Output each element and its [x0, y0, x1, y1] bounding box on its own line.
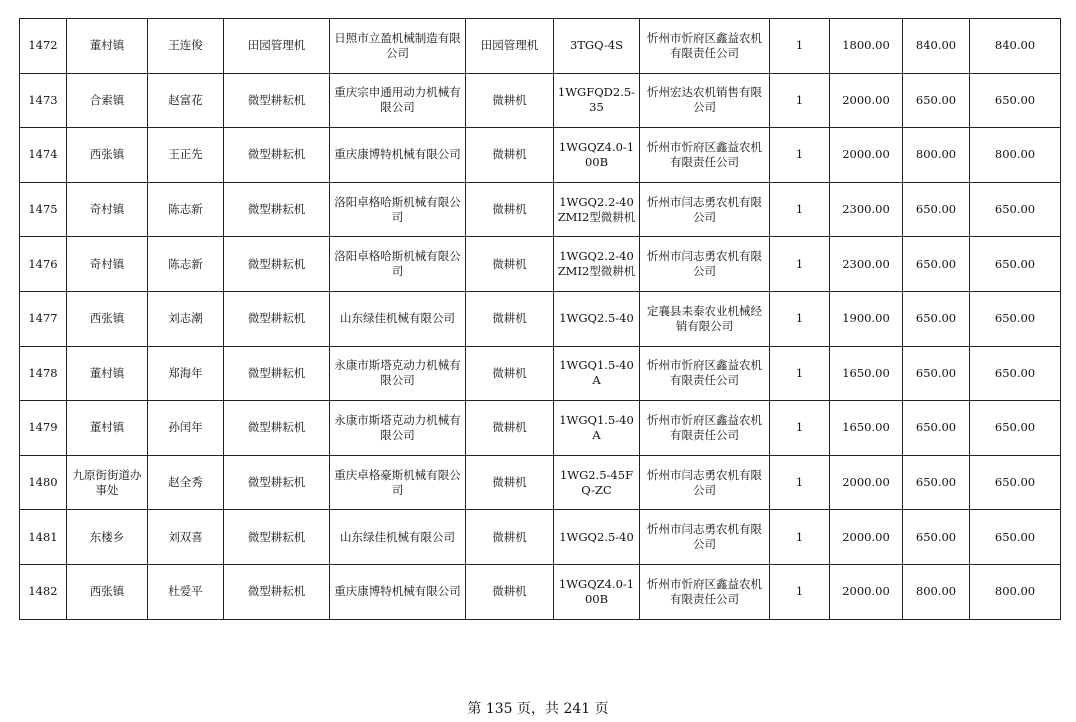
quantity-cell: 1	[770, 182, 830, 237]
town-cell: 奇村镇	[67, 182, 148, 237]
name-cell: 杜爱平	[148, 564, 224, 619]
total-cell: 800.00	[970, 128, 1061, 183]
total-cell: 650.00	[970, 510, 1061, 565]
category-cell: 微型耕耘机	[224, 237, 330, 292]
dealer-cell: 忻州市闫志勇农机有限公司	[640, 510, 770, 565]
name-cell: 郑海年	[148, 346, 224, 401]
subsidy-cell: 650.00	[903, 291, 970, 346]
item-cell: 微耕机	[466, 401, 554, 456]
subsidy-cell: 650.00	[903, 237, 970, 292]
price-cell: 2000.00	[830, 455, 903, 510]
item-cell: 微耕机	[466, 510, 554, 565]
dealer-cell: 忻州市闫志勇农机有限公司	[640, 237, 770, 292]
price-cell: 2300.00	[830, 237, 903, 292]
quantity-cell: 1	[770, 291, 830, 346]
table-row	[20, 510, 1061, 565]
town-cell: 董村镇	[67, 346, 148, 401]
maker-cell: 洛阳卓格哈斯机械有限公司	[330, 237, 466, 292]
table-body	[20, 19, 1061, 620]
table-row	[20, 291, 1061, 346]
maker-cell: 重庆康博特机械有限公司	[330, 564, 466, 619]
price-cell: 1650.00	[830, 346, 903, 401]
model-cell: 1WGFQD2.5-35	[554, 73, 640, 128]
price-cell: 1800.00	[830, 19, 903, 74]
row-number: 1482	[20, 564, 67, 619]
row-number: 1479	[20, 401, 67, 456]
subsidy-table	[19, 18, 1061, 620]
quantity-cell: 1	[770, 455, 830, 510]
category-cell: 微型耕耘机	[224, 401, 330, 456]
row-number: 1480	[20, 455, 67, 510]
subsidy-cell: 800.00	[903, 564, 970, 619]
dealer-cell: 忻州市闫志勇农机有限公司	[640, 182, 770, 237]
quantity-cell: 1	[770, 73, 830, 128]
maker-cell: 日照市立盈机械制造有限公司	[330, 19, 466, 74]
model-cell: 1WGQ2.2-40ZMI2型微耕机	[554, 237, 640, 292]
quantity-cell: 1	[770, 128, 830, 183]
town-cell: 西张镇	[67, 128, 148, 183]
category-cell: 微型耕耘机	[224, 455, 330, 510]
subsidy-cell: 650.00	[903, 510, 970, 565]
table-row	[20, 346, 1061, 401]
total-cell: 840.00	[970, 19, 1061, 74]
price-cell: 1650.00	[830, 401, 903, 456]
maker-cell: 重庆卓格豪斯机械有限公司	[330, 455, 466, 510]
name-cell: 孙闰年	[148, 401, 224, 456]
item-cell: 微耕机	[466, 564, 554, 619]
row-number: 1478	[20, 346, 67, 401]
dealer-cell: 忻州市忻府区鑫益农机有限责任公司	[640, 19, 770, 74]
item-cell: 微耕机	[466, 291, 554, 346]
maker-cell: 山东绿佳机械有限公司	[330, 291, 466, 346]
maker-cell: 重庆康博特机械有限公司	[330, 128, 466, 183]
model-cell: 1WGQ2.5-40	[554, 510, 640, 565]
row-number: 1474	[20, 128, 67, 183]
row-number: 1476	[20, 237, 67, 292]
row-number: 1472	[20, 19, 67, 74]
quantity-cell: 1	[770, 19, 830, 74]
total-cell: 650.00	[970, 291, 1061, 346]
row-number: 1481	[20, 510, 67, 565]
model-cell: 1WGQ2.2-40ZMI2型微耕机	[554, 182, 640, 237]
name-cell: 王连俊	[148, 19, 224, 74]
quantity-cell: 1	[770, 237, 830, 292]
model-cell: 1WGQ2.5-40	[554, 291, 640, 346]
item-cell: 田园管理机	[466, 19, 554, 74]
model-cell: 1WGQ1.5-40A	[554, 346, 640, 401]
price-cell: 2000.00	[830, 73, 903, 128]
category-cell: 微型耕耘机	[224, 510, 330, 565]
table-row	[20, 182, 1061, 237]
subsidy-cell: 840.00	[903, 19, 970, 74]
row-number: 1477	[20, 291, 67, 346]
price-cell: 2000.00	[830, 128, 903, 183]
item-cell: 微耕机	[466, 182, 554, 237]
total-cell: 650.00	[970, 401, 1061, 456]
price-cell: 2300.00	[830, 182, 903, 237]
name-cell: 刘双喜	[148, 510, 224, 565]
total-cell: 650.00	[970, 455, 1061, 510]
row-number: 1473	[20, 73, 67, 128]
maker-cell: 永康市斯塔克动力机械有限公司	[330, 346, 466, 401]
table-row	[20, 564, 1061, 619]
category-cell: 微型耕耘机	[224, 291, 330, 346]
model-cell: 3TGQ-4S	[554, 19, 640, 74]
dealer-cell: 忻州市忻府区鑫益农机有限责任公司	[640, 346, 770, 401]
town-cell: 董村镇	[67, 19, 148, 74]
model-cell: 1WGQZ4.0-100B	[554, 128, 640, 183]
total-cell: 800.00	[970, 564, 1061, 619]
name-cell: 陈志新	[148, 237, 224, 292]
name-cell: 刘志潮	[148, 291, 224, 346]
town-cell: 西张镇	[67, 291, 148, 346]
total-cell: 650.00	[970, 346, 1061, 401]
table-row	[20, 19, 1061, 74]
category-cell: 微型耕耘机	[224, 182, 330, 237]
dealer-cell: 忻州市忻府区鑫益农机有限责任公司	[640, 128, 770, 183]
total-cell: 650.00	[970, 73, 1061, 128]
page-footer: 第 135 页，共 241 页	[467, 701, 609, 717]
dealer-cell: 忻州宏达农机销售有限公司	[640, 73, 770, 128]
subsidy-cell: 650.00	[903, 73, 970, 128]
item-cell: 微耕机	[466, 455, 554, 510]
name-cell: 赵全秀	[148, 455, 224, 510]
category-cell: 微型耕耘机	[224, 346, 330, 401]
dealer-cell: 忻州市闫志勇农机有限公司	[640, 455, 770, 510]
total-cell: 650.00	[970, 237, 1061, 292]
dealer-cell: 忻州市忻府区鑫益农机有限责任公司	[640, 401, 770, 456]
town-cell: 奇村镇	[67, 237, 148, 292]
item-cell: 微耕机	[466, 346, 554, 401]
model-cell: 1WGQ1.5-40A	[554, 401, 640, 456]
name-cell: 陈志新	[148, 182, 224, 237]
town-cell: 合索镇	[67, 73, 148, 128]
town-cell: 九原街街道办事处	[67, 455, 148, 510]
model-cell: 1WGQZ4.0-100B	[554, 564, 640, 619]
subsidy-cell: 800.00	[903, 128, 970, 183]
dealer-cell: 忻州市忻府区鑫益农机有限责任公司	[640, 564, 770, 619]
subsidy-cell: 650.00	[903, 182, 970, 237]
category-cell: 田园管理机	[224, 19, 330, 74]
price-cell: 2000.00	[830, 564, 903, 619]
category-cell: 微型耕耘机	[224, 73, 330, 128]
town-cell: 西张镇	[67, 564, 148, 619]
item-cell: 微耕机	[466, 128, 554, 183]
table-row	[20, 455, 1061, 510]
table-row	[20, 401, 1061, 456]
town-cell: 东楼乡	[67, 510, 148, 565]
maker-cell: 山东绿佳机械有限公司	[330, 510, 466, 565]
subsidy-cell: 650.00	[903, 346, 970, 401]
maker-cell: 洛阳卓格哈斯机械有限公司	[330, 182, 466, 237]
price-cell: 2000.00	[830, 510, 903, 565]
subsidy-cell: 650.00	[903, 455, 970, 510]
subsidy-cell: 650.00	[903, 401, 970, 456]
item-cell: 微耕机	[466, 237, 554, 292]
table-row	[20, 128, 1061, 183]
quantity-cell: 1	[770, 564, 830, 619]
row-number: 1475	[20, 182, 67, 237]
name-cell: 赵富花	[148, 73, 224, 128]
table-row	[20, 73, 1061, 128]
item-cell: 微耕机	[466, 73, 554, 128]
quantity-cell: 1	[770, 346, 830, 401]
name-cell: 王正先	[148, 128, 224, 183]
maker-cell: 重庆宗申通用动力机械有限公司	[330, 73, 466, 128]
price-cell: 1900.00	[830, 291, 903, 346]
model-cell: 1WG2.5-45FQ-ZC	[554, 455, 640, 510]
quantity-cell: 1	[770, 401, 830, 456]
category-cell: 微型耕耘机	[224, 128, 330, 183]
town-cell: 董村镇	[67, 401, 148, 456]
quantity-cell: 1	[770, 510, 830, 565]
maker-cell: 永康市斯塔克动力机械有限公司	[330, 401, 466, 456]
dealer-cell: 定襄县耒泰农业机械经销有限公司	[640, 291, 770, 346]
category-cell: 微型耕耘机	[224, 564, 330, 619]
table-row	[20, 237, 1061, 292]
total-cell: 650.00	[970, 182, 1061, 237]
